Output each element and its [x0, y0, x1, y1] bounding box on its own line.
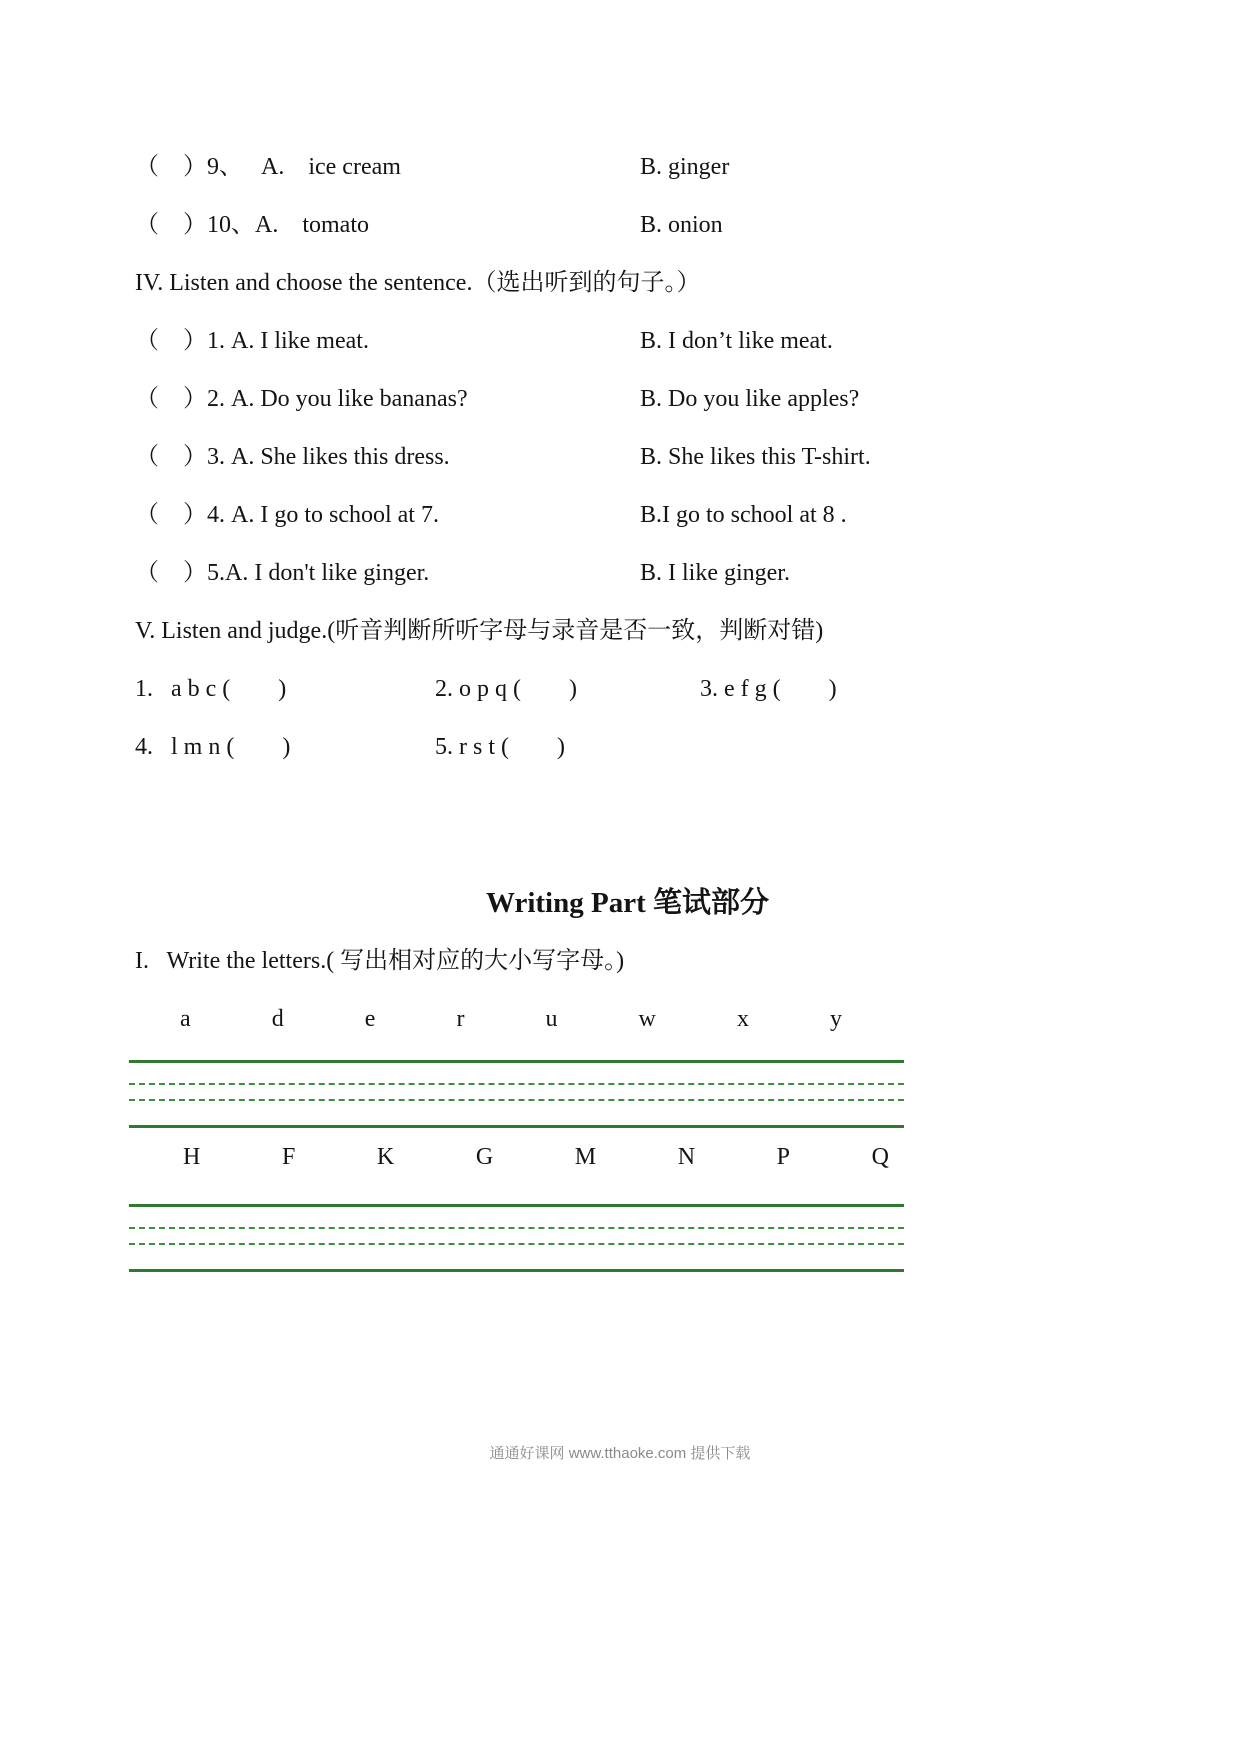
section-iv-row-1 — [135, 312, 1120, 370]
iv-5-option-a: （ ）5.A. I don't like ginger. — [135, 560, 430, 586]
iv-5-option-b: B. I like ginger. — [640, 560, 790, 586]
guide-dashed-line — [129, 1227, 904, 1229]
uppercase-letter: N — [677, 1144, 696, 1170]
uppercase-letter: M — [574, 1144, 597, 1170]
guide-dashed-line — [129, 1243, 904, 1245]
question-10-option-b: B. onion — [640, 212, 723, 238]
uppercase-letter: G — [475, 1144, 494, 1170]
writing-part-title: Writing Part 笔试部分 — [486, 887, 769, 919]
section-iv-row-2 — [135, 370, 1120, 428]
guide-dashed-line — [129, 1099, 904, 1101]
write-letters-title: I. Write the letters.( 写出相对应的大小写字母。) — [135, 948, 625, 974]
iv-1-option-b: B. I don’t like meat. — [640, 328, 833, 354]
section-iv-title: IV. Listen and choose the sentence.（选出听到的句子。） — [135, 270, 701, 296]
section-v-title: V. Listen and judge.(听音判断所听字母与录音是否一致，判断对错) — [135, 618, 824, 644]
iv-3-option-b: B. She likes this T-shirt. — [640, 444, 871, 470]
v-item-5: 5. r s t ( ) — [435, 734, 565, 760]
v-item-3: 3. e f g ( ) — [700, 676, 837, 702]
iv-4-option-b: B.I go to school at 8 . — [640, 502, 847, 528]
lowercase-letter: d — [271, 1006, 284, 1032]
v-item-2: 2. o p q ( ) — [435, 676, 577, 702]
section-v-row-1 — [135, 660, 1120, 718]
lowercase-letter: e — [364, 1006, 376, 1032]
worksheet-content — [135, 138, 1120, 1272]
iv-2-option-a: （ ）2. A. Do you like bananas? — [135, 386, 468, 412]
uppercase-letter: P — [776, 1144, 790, 1170]
section-iv-row-4 — [135, 486, 1120, 544]
section-iv-row-3 — [135, 428, 1120, 486]
question-row-10 — [135, 196, 1120, 254]
lowercase-letter: r — [456, 1006, 465, 1032]
uppercase-letters-row — [183, 1128, 889, 1186]
lowercase-letter: x — [736, 1006, 749, 1032]
iv-1-option-a: （ ）1. A. I like meat. — [135, 328, 369, 354]
lowercase-letter: u — [545, 1006, 558, 1032]
guide-dashed-line — [129, 1083, 904, 1085]
v-item-1: 1. a b c ( ) — [135, 676, 287, 702]
uppercase-letter: K — [376, 1144, 395, 1170]
question-9-option-b: B. ginger — [640, 154, 730, 180]
lowercase-letter: w — [638, 1006, 656, 1032]
writing-guide-lines — [129, 1060, 904, 1128]
lowercase-letters-row — [180, 990, 842, 1048]
section-v-row-2 — [135, 718, 1120, 776]
uppercase-letter: H — [183, 1144, 201, 1170]
uppercase-letter: Q — [871, 1144, 889, 1170]
iv-4-option-a: （ ）4. A. I go to school at 7. — [135, 502, 439, 528]
section-iv-row-5 — [135, 544, 1120, 602]
lowercase-letter: y — [829, 1006, 842, 1032]
footer-text: 通通好课网 www.tthaoke.com 提供下载 — [489, 1445, 751, 1462]
uppercase-letter: F — [281, 1144, 296, 1170]
iv-2-option-b: B. Do you like apples? — [640, 386, 860, 412]
v-item-4: 4. l m n ( ) — [135, 734, 291, 760]
question-row-9 — [135, 138, 1120, 196]
question-9-option-a: （ ）9、 A. ice cream — [135, 154, 401, 180]
question-10-option-a: （ ）10、A. tomato — [135, 212, 369, 238]
lowercase-letter: a — [180, 1006, 191, 1032]
iv-3-option-a: （ ）3. A. She likes this dress. — [135, 444, 450, 470]
writing-guide-lines — [129, 1204, 904, 1272]
